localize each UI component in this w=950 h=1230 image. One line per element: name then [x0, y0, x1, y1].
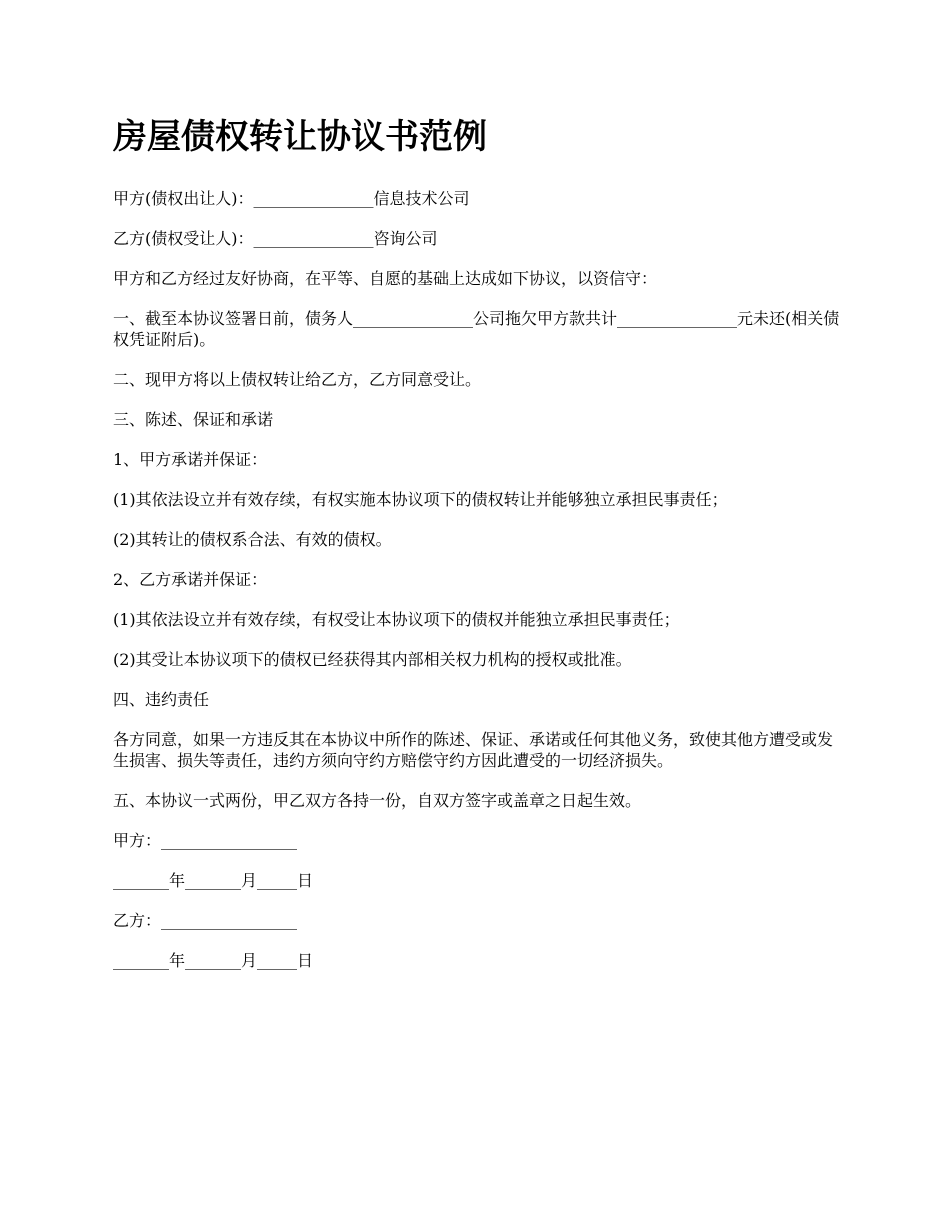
party-a-warranty-item-1: (1)其依法设立并有效存续，有权实施本协议项下的债权转让并能够独立承担民事责任；: [113, 490, 728, 509]
document-title: 房屋债权转让协议书范例: [113, 117, 487, 157]
party-b-signature-line: 乙方：_________________: [113, 911, 298, 930]
party-a-warranty-item-2: (2)其转让的债权系合法、有效的债权。: [113, 530, 392, 549]
clause-2-paragraph: 二、现甲方将以上债权转让给乙方，乙方同意受让。: [113, 370, 482, 389]
clause-1-paragraph: 一、截至本协议签署日前，债务人_______________公司拖欠甲方款共计_______________元未还(相关债权凭证附后)。: [113, 309, 840, 349]
document-page: [113, 112, 841, 990]
party-a-signature-line: 甲方：_________________: [113, 831, 298, 850]
party-b-warranty-heading: 2、乙方承诺并保证：: [113, 570, 268, 589]
party-b-date-line: _______年_______月_____日: [113, 951, 314, 970]
party-a-line: 甲方(债权出让人)：_______________信息技术公司: [113, 189, 470, 208]
party-b-warranty-item-1: (1)其依法设立并有效存续，有权受让本协议项下的债权并能独立承担民事责任；: [113, 610, 680, 629]
party-b-line: 乙方(债权受让人)：_______________咨询公司: [113, 229, 438, 248]
clause-4-heading: 四、违约责任: [113, 690, 210, 709]
clause-3-heading: 三、陈述、保证和承诺: [113, 410, 274, 429]
party-a-date-line: _______年_______月_____日: [113, 871, 314, 890]
party-b-warranty-item-2: (2)其受让本协议项下的债权已经获得其内部相关权力机构的授权或批准。: [113, 650, 632, 669]
preamble-paragraph: 甲方和乙方经过友好协商，在平等、自愿的基础上达成如下协议，以资信守：: [113, 269, 658, 288]
breach-liability-paragraph: 各方同意，如果一方违反其在本协议中所作的陈述、保证、承诺或任何其他义务，致使其他方遭受或发生损害、损失等责任，违约方须向守约方赔偿守约方因此遭受的一切经济损失。: [113, 730, 834, 770]
clause-5-paragraph: 五、本协议一式两份，甲乙双方各持一份，自双方签字或盖章之日起生效。: [113, 791, 642, 810]
party-a-warranty-heading: 1、甲方承诺并保证：: [113, 450, 268, 469]
